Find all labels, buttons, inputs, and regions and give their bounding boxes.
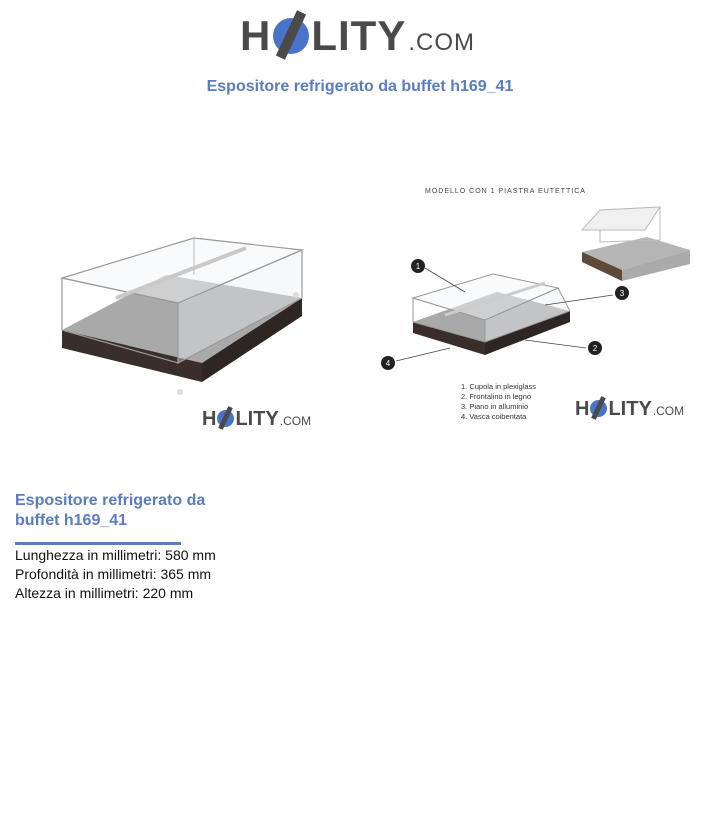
spec-depth: Profondità in millimetri: 365 mm	[15, 566, 212, 582]
watermark-letter-h: H	[202, 408, 217, 430]
site-logo[interactable]	[240, 12, 490, 68]
heading-divider	[15, 542, 181, 545]
callout-1	[411, 259, 425, 273]
page-title: Espositore refrigerato da buffet h169_41	[206, 78, 514, 95]
spec-height: Altezza in millimetri: 220 mm	[15, 585, 194, 601]
watermark-tld: .COM	[279, 414, 312, 428]
callout-4-label: 4	[385, 359, 391, 368]
watermark-diagram-letters-lity: LITY	[608, 398, 652, 420]
callout-3-label: 3	[619, 289, 625, 298]
product-specs	[15, 546, 216, 603]
callout-1-label: 1	[415, 262, 421, 271]
watermark-letters-lity: LITY	[235, 408, 279, 430]
brand-wordmark	[240, 12, 475, 60]
product-photo	[40, 170, 330, 440]
product-diagram	[375, 180, 710, 435]
brand-o-icon	[273, 18, 309, 54]
watermark-diagram-tld: .COM	[652, 404, 685, 418]
diagram-caption: MODELLO CON 1 PIASTRA EUTETTICA	[425, 188, 586, 195]
legend-item-3: 3. Piano in alluminio	[461, 402, 529, 411]
legend-item-4: 4. Vasca coibentata	[461, 412, 527, 421]
callout-3	[615, 286, 629, 300]
spec-length: Lunghezza in millimetri: 580 mm	[15, 547, 216, 563]
brand-tld: .COM	[408, 29, 476, 56]
watermark-diagram-o-icon	[590, 400, 607, 417]
display-case-illustration	[40, 170, 330, 440]
watermark-diagram-letter-h: H	[575, 398, 590, 420]
brand-letters-lity: LITY	[311, 12, 407, 59]
callout-2	[588, 341, 602, 355]
legend-item-1: 1. Cupola in plexiglass	[461, 382, 537, 391]
product-heading: Espositore refrigerato da buffet h169_41	[15, 492, 206, 529]
callout-2-label: 2	[592, 344, 598, 353]
watermark-logo-diagram	[575, 398, 684, 421]
watermark-logo	[202, 408, 311, 431]
watermark-o-icon	[217, 410, 234, 427]
legend-item-2: 2. Frontalino in legno	[461, 392, 532, 401]
callout-4	[381, 356, 395, 370]
diagram-illustration	[375, 180, 710, 435]
brand-letter-h: H	[240, 12, 272, 59]
